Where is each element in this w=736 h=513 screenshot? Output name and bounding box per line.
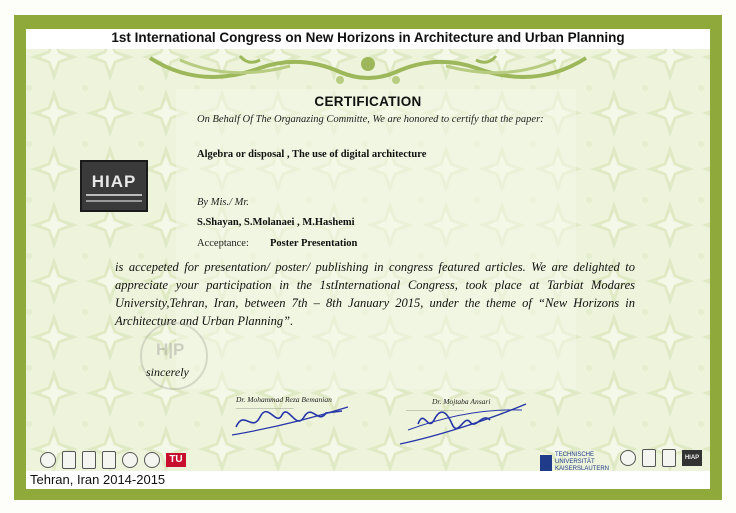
logo-line <box>86 200 142 202</box>
intro-text: On Behalf Of The Organazing Committe, We are honored to certify that the paper: <box>197 114 544 125</box>
kaiserslautern-logo <box>540 452 617 473</box>
signatory-2-role-line: _____________________ <box>406 406 464 412</box>
closing: sincerely <box>146 365 189 379</box>
kaiserslautern-mark-icon <box>540 455 552 471</box>
sponsor-logo-icon <box>82 451 96 469</box>
floral-ornament-icon <box>140 50 596 92</box>
certificate-body: is accepeted for presentation/ poster/ publishing in congress featured articles. We are delighted to appreciate your participation in the 1stInternational Congress, took place at Tarbiat Modares University,Tehran, Iran, between 7th – 8th January 2015, under the theme of “New Horizons in Architecture and Urban Planning”. <box>115 260 635 328</box>
sponsor-logo-icon <box>642 449 656 467</box>
kaiserslautern-text: TECHNISCHE UNIVERSITÄT KAISERSLAUTERN <box>555 452 610 472</box>
signature-2-icon <box>398 400 530 448</box>
signatory-1-name: Dr. Mohammad Reza Bemanian <box>236 395 332 404</box>
seal-mark: H|P <box>156 340 185 359</box>
acceptance-value: Poster Presentation <box>270 238 358 249</box>
sponsor-logo-icon <box>40 452 56 468</box>
signatory-1-role-line: _____________________ <box>236 404 294 410</box>
logo-line <box>86 194 142 196</box>
authors: S.Shayan, S.Molanaei , M.Hashemi <box>197 217 355 228</box>
certificate-title: CERTIFICATION <box>314 94 422 109</box>
acceptance-label: Acceptance: <box>197 238 249 249</box>
by-label: By Mis./ Mr. <box>197 197 249 208</box>
signatory-2-name: Dr. Mojtaba Ansari <box>432 397 491 406</box>
sponsor-logo-icon <box>144 452 160 468</box>
hiap-logo <box>80 160 148 212</box>
sponsor-logo-icon <box>102 451 116 469</box>
paper-title: Algebra or disposal , The use of digital architecture <box>197 149 427 160</box>
signature-1-icon <box>230 403 350 439</box>
tu-logo: TU <box>166 453 186 467</box>
congress-title: 1st International Congress on New Horizons in Architecture and Urban Planning <box>111 30 625 45</box>
hiap-logo-text: HIAP <box>91 172 137 191</box>
sponsor-logo-icon <box>62 451 76 469</box>
sponsor-logos-left <box>40 449 186 471</box>
sponsor-logos-right <box>620 449 702 467</box>
location-dates: Tehran, Iran 2014-2015 <box>30 472 166 487</box>
sponsor-logo-icon <box>620 450 636 466</box>
sponsor-logo-icon <box>122 452 138 468</box>
sponsor-logo-icon <box>662 449 676 467</box>
hiap-small-logo: HIAP <box>682 450 702 466</box>
